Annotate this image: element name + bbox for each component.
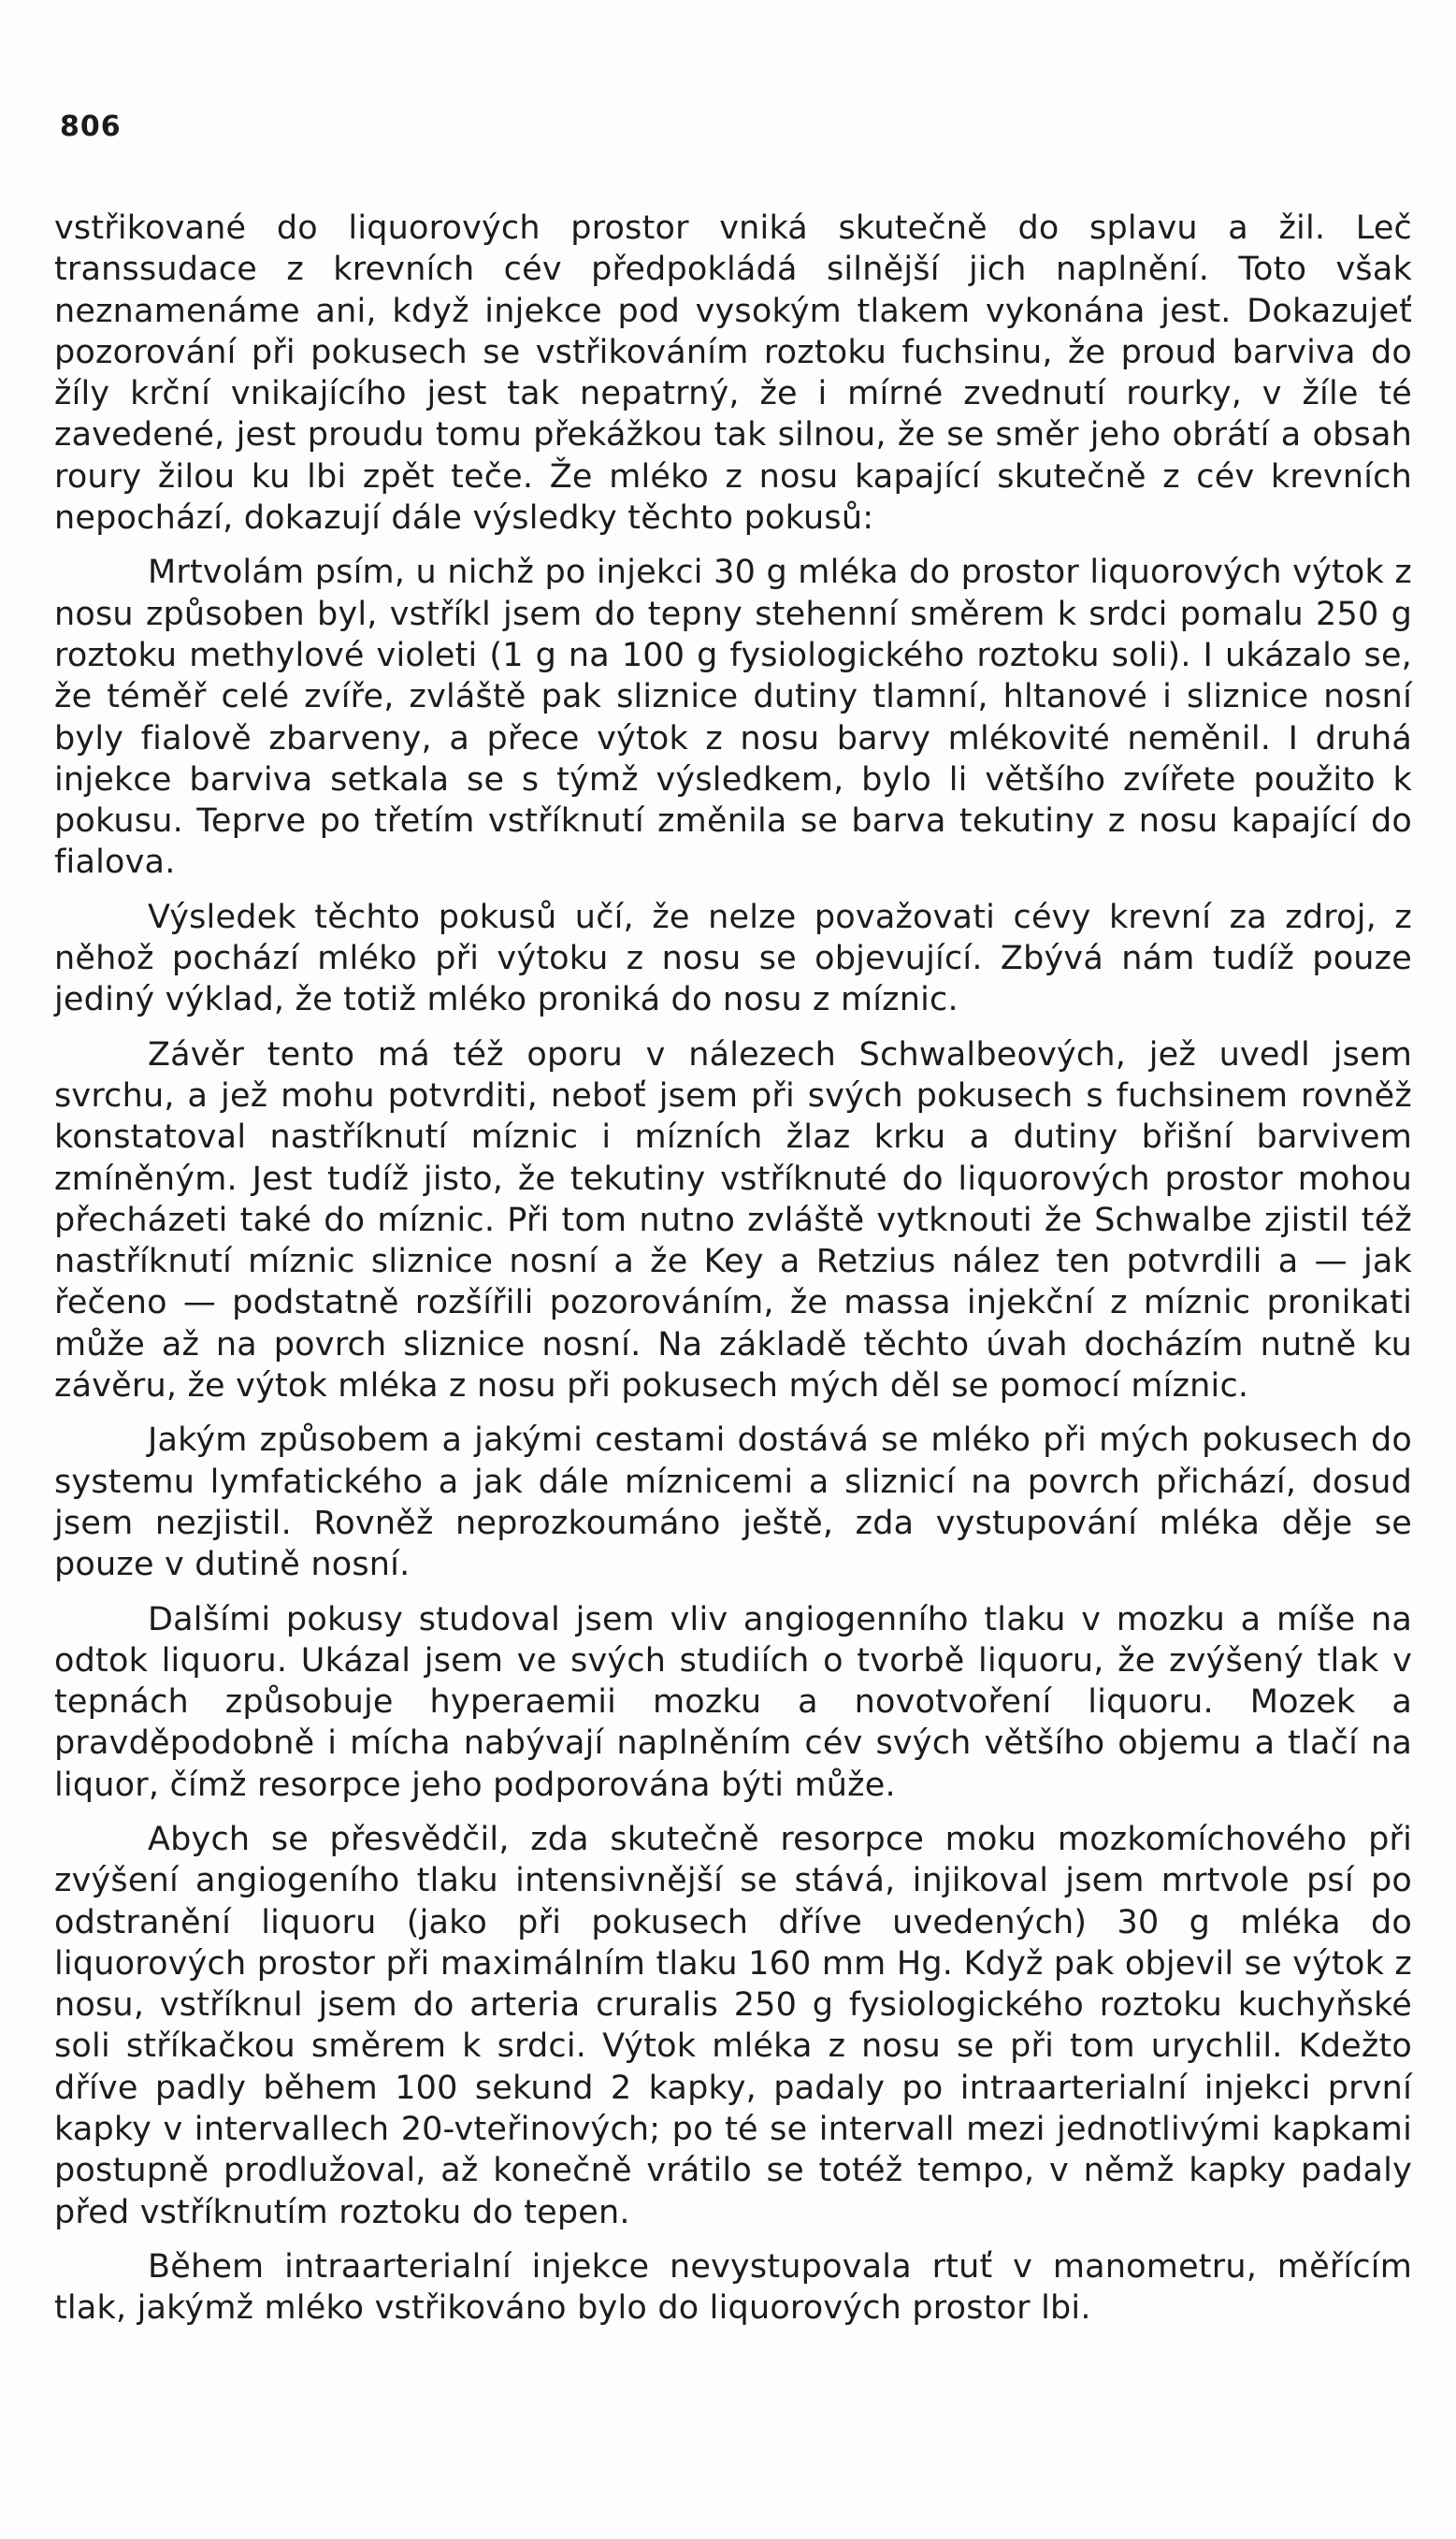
paragraph-5: Jakým způsobem a jakými cestami dostává se mléko při mých pokusech do systemu lymfatického a jak dále míznicemi a sliznicí na povrch přichází, dosud jsem nezjistil. Rovněž neprozkoumáno ještě, zda vystupování mléka děje se pouze v dutině nosní. [54,1421,1412,1584]
paragraph-4: Závěr tento má též oporu v nálezech Schwalbeových, jež uvedl jsem svrchu, a jež mohu potvrditi, neboť jsem při svých pokusech s fuchsinem rovněž konstatoval nastříknutí míznic i mízních žlaz krku a dutiny břišní barvivem zmíněným. Jest tudíž jisto, že tekutiny vstříknuté do liquorových prostor mohou přecházeti také do míznic. Při tom nutno zvláště vytknouti že Schwalbe zjistil též nastříknutí míznic sliznice nosní a že Key a Retzius nález ten potvrdili a — jak řečeno — podstatně rozšířili pozorováním, že massa injekční z míznic pronikati může až na povrch sliznice nosní. Na základě těchto úvah docházím nutně ku závěru, že výtok mléka z nosu při pokusech mých děl se pomocí míznic. [54,1035,1412,1406]
paragraph-1: vstřikované do liquorových prostor vniká skutečně do splavu a žil. Leč transsudace z krevních cév předpokládá silnější jich naplnění. Toto však neznamenáme ani, když injekce pod vysokým tlakem vykonána jest. Dokazujeť pozorování při pokusech se vstřikováním roztoku fuchsinu, že proud barviva do žíly krční vnikajícího jest tak nepatrný, že i mírné zvednutí rourky, v žíle té zavedené, jest proudu tomu překážkou tak silnou, že se směr jeho obrátí a obsah roury žilou ku lbi zpět teče. Že mléko z nosu kapající skutečně z cév krevních nepochází, dokazují dále výsledky těchto pokusů: [54,209,1412,538]
body-text [54,208,1412,2330]
paragraph-3: Výsledek těchto pokusů učí, že nelze považovati cévy krevní za zdroj, z něhož pochází mléko při výtoku z nosu se objevující. Zbývá nám tudíž pouze jediný výklad, že totiž mléko proniká do nosu z míznic. [54,898,1412,1019]
paragraph-7: Abych se přesvědčil, zda skutečně resorpce moku mozkomíchového při zvýšení angiogeního tlaku intensivnější se stává, injikoval jsem mrtvole psí po odstranění liquoru (jako při pokusech dříve uvedených) 30 g mléka do liquorových prostor při maximálním tlaku 160 mm Hg. Když pak objevil se výtok z nosu, vstříknul jsem do arteria cruralis 250 g fysiologického roztoku kuchyňské soli stříkačkou směrem k srdci. Výtok mléka z nosu se při tom urychlil. Kdežto dříve padly během 100 sekund 2 kapky, padaly po intraarterialní injekci první kapky v intervallech 20-vteřinových; po té se intervall mezi jednotlivými kapkami postupně prodlužoval, až konečně vrátilo se totéž tempo, v němž kapky padaly před vstříknutím roztoku do tepen. [54,1820,1412,2231]
paragraph-8: Během intraarterialní injekce nevystupovala rtuť v manometru, měřícím tlak, jakýmž mléko vstřikováno bylo do liquorových prostor lbi. [54,2247,1412,2328]
page-number: 806 [60,110,122,143]
paragraph-2: Mrtvolám psím, u nichž po injekci 30 g mléka do prostor liquorových výtok z nosu způsoben byl, vstříkl jsem do tepny stehenní směrem k srdci pomalu 250 g roztoku methylové violeti (1 g na 100 g fysiologického roztoku soli). I ukázalo se, že téměř celé zvíře, zvláště pak sliznice dutiny tlamní, hltanové i sliznice nosní byly fialově zbarveny, a přece výtok z nosu barvy mlékovité neměnil. I druhá injekce barviva setkala se s týmž výsledkem, bylo li většího zvířete použito k pokusu. Teprve po třetím vstříknutí změnila se barva tekutiny z nosu kapající do fialova. [54,554,1412,882]
paragraph-6: Dalšími pokusy studoval jsem vliv angiogenního tlaku v mozku a míše na odtok liquoru. Ukázal jsem ve svých studiích o tvorbě liquoru, že zvýšený tlak v tepnách způsobuje hyperaemii mozku a novotvoření liquoru. Mozek a pravděpodobně i mícha nabývají naplněním cév svých většího objemu a tlačí na liquor, čímž resorpce jeho podporována býti může. [54,1600,1412,1804]
